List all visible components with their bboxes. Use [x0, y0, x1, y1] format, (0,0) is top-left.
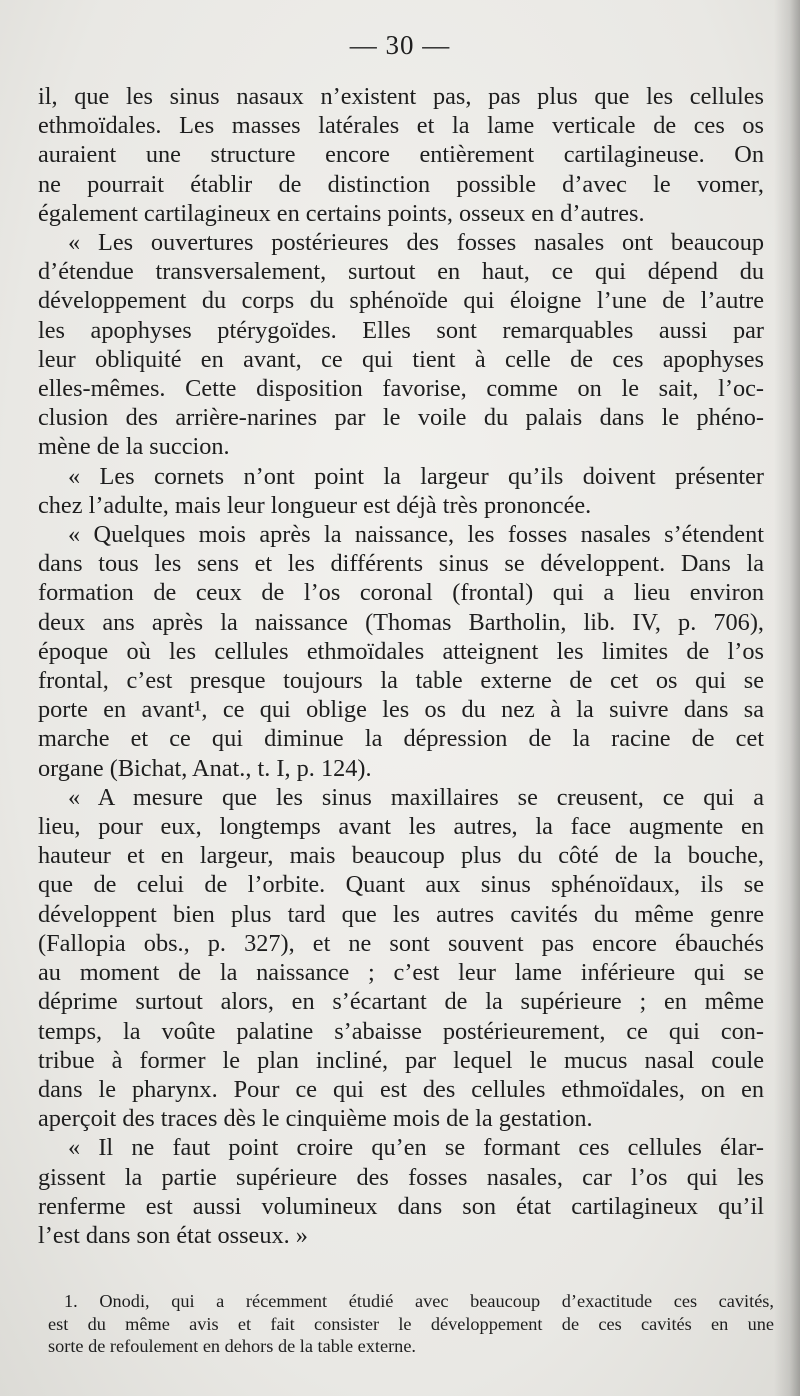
text-line: développent bien plus tard que les autres cavités du même genre: [38, 900, 764, 928]
text-line: d’étendue transversalement, surtout en haut, ce qui dépend du: [38, 258, 764, 286]
text-line: temps, la voûte palatine s’abaisse postérieurement, ce qui con-: [38, 1017, 764, 1045]
text-line: tribue à former le plan incliné, par lequel le mucus nasal coule: [38, 1046, 764, 1074]
text-line: les apophyses ptérygoïdes. Elles sont remarquables aussi par: [38, 316, 764, 344]
footnote-line: sorte de refoulement en dehors de la table externe.: [48, 1336, 416, 1356]
text-line: époque où les cellules ethmoïdales atteignent les limites de l’os: [38, 637, 764, 665]
page-edge-shadow: [774, 0, 800, 1396]
text-line: formation de ceux de l’os coronal (frontal) qui a lieu environ: [38, 579, 764, 607]
text-line: aperçoit des traces dès le cinquième mois de la gestation.: [38, 1105, 593, 1133]
text-line: clusion des arrière-narines par le voile du palais dans le phéno-: [38, 404, 764, 432]
footnote: [48, 1290, 774, 1358]
text-line: « Quelques mois après la naissance, les fosses nasales s’étendent: [68, 521, 764, 549]
text-line: leur obliquité en avant, ce qui tient à celle de ces apophyses: [38, 345, 764, 373]
footnote-line: est du même avis et fait consister le développement de ces cavités en une: [48, 1313, 774, 1334]
text-line: (Fallopia obs., p. 327), et ne sont souvent pas encore ébauchés: [38, 929, 764, 957]
footnote-line: 1. Onodi, qui a récemment étudié avec beaucoup d’exactitude ces cavités,: [64, 1291, 774, 1311]
text-line: lieu, pour eux, longtemps avant les autres, la face augmente en: [38, 813, 764, 841]
text-line: l’est dans son état osseux. »: [38, 1221, 308, 1249]
text-line: dans le pharynx. Pour ce qui est des cellules ethmoïdales, on en: [38, 1075, 764, 1103]
text-line: hauteur et en largeur, mais beaucoup plus du côté de la bouche,: [38, 842, 764, 870]
text-line: « A mesure que les sinus maxillaires se creusent, ce qui a: [68, 783, 764, 811]
text-line: chez l’adulte, mais leur longueur est déjà très prononcée.: [38, 491, 592, 519]
page-number: — 30 —: [349, 30, 451, 60]
text-line: également cartilagineux en certains points, osseux en d’autres.: [38, 199, 645, 227]
text-line: ethmoïdales. Les masses latérales et la lame verticale de ces os: [38, 112, 764, 140]
text-line: renferme est aussi volumineux dans son état cartilagineux qu’il: [38, 1192, 764, 1220]
text-line: auraient une structure encore entièrement cartilagineuse. On: [38, 141, 764, 169]
text-line: « Il ne faut point croire qu’en se formant ces cellules élar-: [68, 1134, 764, 1162]
text-line: frontal, c’est presque toujours la table externe de cet os qui se: [38, 667, 764, 695]
text-line: que de celui de l’orbite. Quant aux sinus sphénoïdaux, ils se: [38, 871, 764, 899]
text-line: « Les cornets n’ont point la largeur qu’ils doivent présenter: [68, 462, 764, 490]
text-line: deux ans après la naissance (Thomas Bartholin, lib. IV, p. 706),: [38, 608, 764, 636]
text-line: mène de la succion.: [38, 433, 230, 461]
text-line: organe (Bichat, Anat., t. I, p. 124).: [38, 754, 372, 782]
text-line: dans tous les sens et les différents sinus se développent. Dans la: [38, 550, 764, 578]
text-line: ne pourrait établir de distinction possible d’avec le vomer,: [38, 170, 764, 198]
text-line: elles-mêmes. Cette disposition favorise, comme on le sait, l’oc-: [38, 375, 764, 403]
main-text: [38, 82, 764, 1250]
text-line: porte en avant¹, ce qui oblige les os du nez à la suivre dans sa: [38, 696, 764, 724]
text-line: « Les ouvertures postérieures des fosses nasales ont beaucoup: [68, 229, 764, 257]
text-line: développement du corps du sphénoïde qui éloigne l’une de l’autre: [38, 287, 764, 315]
text-line: au moment de la naissance ; c’est leur lame inférieure qui se: [38, 959, 764, 987]
text-line: il, que les sinus nasaux n’existent pas, pas plus que les cellules: [38, 83, 764, 110]
text-line: gissent la partie supérieure des fosses nasales, car l’os qui les: [38, 1163, 764, 1191]
text-line: déprime surtout alors, en s’écartant de la supérieure ; en même: [38, 988, 764, 1016]
text-line: marche et ce qui diminue la dépression de la racine de cet: [38, 725, 764, 753]
